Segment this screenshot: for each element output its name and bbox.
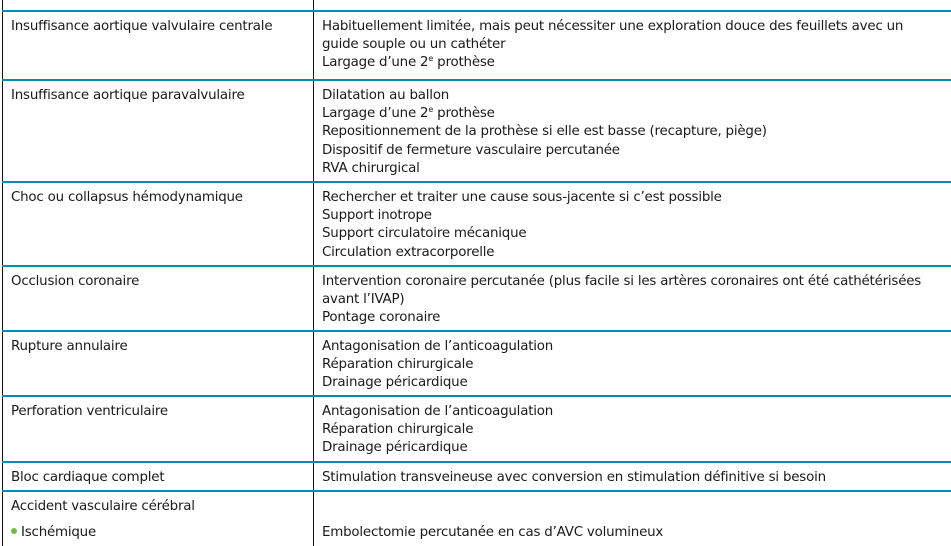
row-treatment: [314, 491, 951, 546]
treatment-line: Intervention coronaire percutanée (plus facile si les artères coronaires ont été cathétérisées avant l’IVAP): [322, 273, 943, 309]
row-label: Choc ou collapsus hémodynamique: [3, 182, 314, 266]
table-row: [3, 182, 951, 266]
row-treatment: [314, 396, 951, 462]
sub-item: [11, 524, 305, 542]
row-treatment: [314, 331, 951, 396]
treatment-line: Support circulatoire mécanique: [322, 225, 943, 243]
table-row: [3, 80, 951, 182]
row-label: Rupture annulaire: [3, 331, 314, 396]
row-treatment: [314, 182, 951, 266]
row-label: [3, 0, 314, 11]
row-label: Occlusion coronaire: [3, 266, 314, 331]
row-label: Insuffisance aortique valvulaire centrale: [3, 11, 314, 80]
table-row: [3, 396, 951, 462]
row-treatment: [314, 0, 951, 11]
treatment-line: Rechercher et traiter une cause sous-jacente si c’est possible: [322, 189, 943, 207]
treatment-line: Drainage péricardique: [322, 374, 943, 392]
treatment-line: Largage d’une 2e prothèse: [322, 105, 943, 123]
treatment-line: Antagonisation de l’anticoagulation: [322, 403, 943, 421]
bullet-icon: [11, 528, 17, 534]
treatment-line: Repositionnement de la prothèse si elle est basse (recapture, piège): [322, 123, 943, 141]
treatment-line: [322, 498, 943, 516]
treatment-line: Pontage coronaire: [322, 309, 943, 327]
table-row: [3, 0, 951, 11]
treatment-line: Support inotrope: [322, 207, 943, 225]
row-label: Insuffisance aortique paravalvulaire: [3, 80, 314, 182]
treatment-line: Embolectomie percutanée en cas d’AVC volumineux: [322, 524, 943, 542]
table-row: [3, 266, 951, 331]
row-treatment: [314, 80, 951, 182]
row-label: Bloc cardiaque complet: [3, 462, 314, 491]
treatment-line: Réparation chirurgicale: [322, 356, 943, 374]
table-row: [3, 11, 951, 80]
row-treatment: [314, 462, 951, 491]
treatment-line: Largage d’une 2e prothèse: [322, 54, 943, 72]
table-row: [3, 462, 951, 491]
sub-item-label: Ischémique: [21, 525, 96, 540]
complications-table: [2, 0, 951, 546]
table-row: [3, 491, 951, 546]
row-label: [3, 491, 314, 546]
treatment-line: Dilatation au ballon: [322, 87, 943, 105]
treatment-line: RVA chirurgical: [322, 160, 943, 178]
treatment-line: Antagonisation de l’anticoagulation: [322, 338, 943, 356]
row-treatment: [314, 11, 951, 80]
table-row: [3, 331, 951, 396]
row-label-text: Accident vasculaire cérébral: [11, 498, 305, 516]
treatment-line: Habituellement limitée, mais peut nécessiter une exploration douce des feuillets avec un guide souple ou un cathéter: [322, 18, 943, 54]
treatment-line: Stimulation transveineuse avec conversion en stimulation définitive si besoin: [322, 469, 943, 487]
treatment-line: Réparation chirurgicale: [322, 421, 943, 439]
treatment-line: Circulation extracorporelle: [322, 244, 943, 262]
treatment-line: Drainage péricardique: [322, 439, 943, 457]
row-treatment: [314, 266, 951, 331]
row-label: Perforation ventriculaire: [3, 396, 314, 462]
treatment-line: Dispositif de fermeture vasculaire percutanée: [322, 142, 943, 160]
